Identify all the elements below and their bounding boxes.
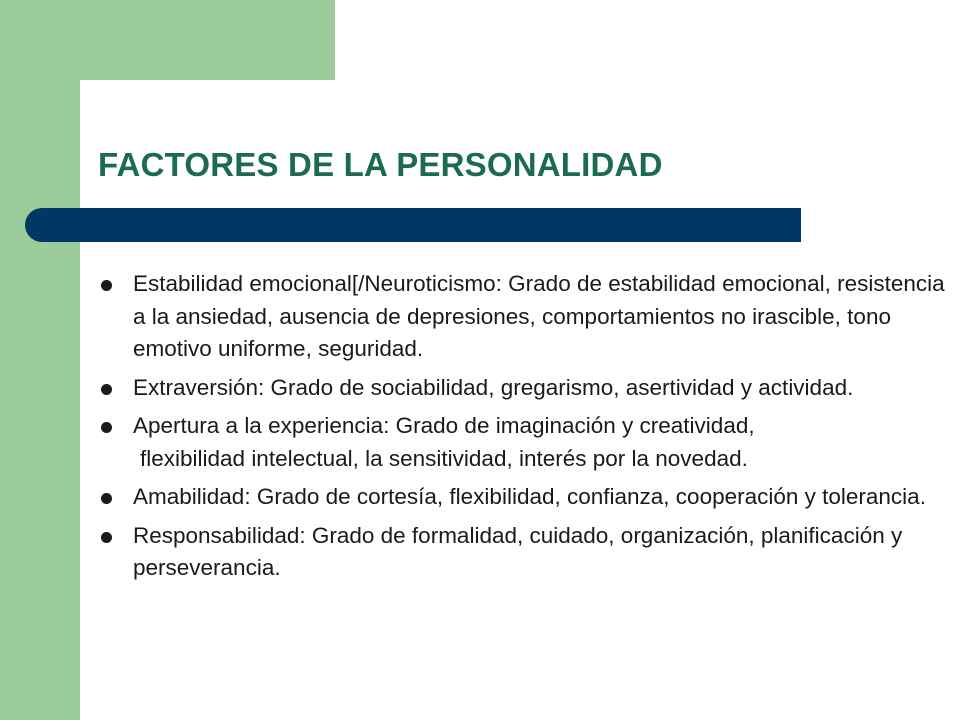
- bullet-item-apertura: [100, 410, 950, 475]
- bullet-text: Extraversión: Grado de sociabilidad, gregarismo, asertividad y actividad.: [133, 374, 854, 400]
- bullet-text: Amabilidad: Grado de cortesía, flexibilidad, confianza, cooperación y tolerancia.: [133, 484, 926, 509]
- bullet-item-estabilidad: [100, 268, 950, 366]
- bullet-dot-icon: [101, 493, 112, 504]
- bullet-dot-icon: [101, 422, 112, 433]
- title-underline-bar: [25, 208, 801, 242]
- bullet-dot-icon: [101, 384, 112, 395]
- bullet-list: [100, 268, 950, 591]
- bullet-item-amabilidad: [100, 481, 950, 514]
- bullet-text: Responsabilidad: Grado de formalidad, cuidado, organización, planificación y perseverancia.: [133, 522, 903, 580]
- bullet-item-responsabilidad: [100, 520, 950, 585]
- bullet-item-extraversion: [100, 372, 950, 405]
- bullet-continuation-text: flexibilidad intelectual, la sensitividad, interés por la novedad.: [140, 445, 748, 471]
- top-green-block: [0, 0, 335, 80]
- slide-title: FACTORES DE LA PERSONALIDAD: [98, 146, 663, 183]
- bullet-text: Estabilidad emocional[/Neuroticismo: Grado de estabilidad emocional, resistencia a la ansiedad, ausencia de depresiones, comportamientos no irascible, tono emotivo uniforme, seguridad.: [133, 271, 945, 361]
- bullet-dot-icon: [101, 532, 112, 543]
- bullet-text: Apertura a la experiencia: Grado de imaginación y creatividad,: [133, 413, 755, 438]
- bullet-dot-icon: [101, 280, 112, 291]
- left-green-strip: [0, 0, 80, 720]
